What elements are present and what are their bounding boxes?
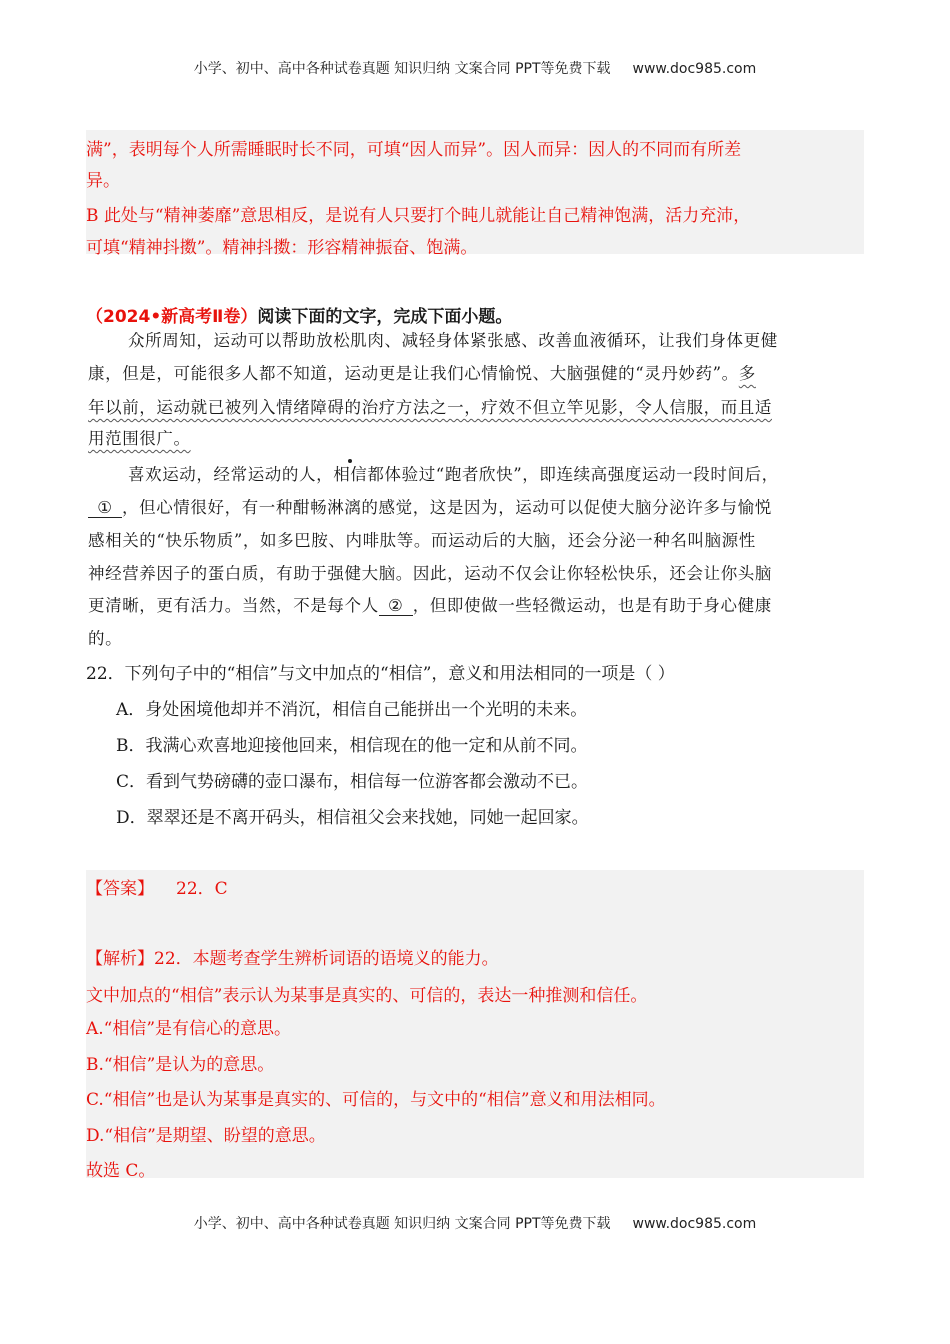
page-footer bbox=[0, 1213, 950, 1233]
dotted-word: 相信 bbox=[333, 465, 368, 484]
question-instruction: 阅读下面的文字，完成下面小题。 bbox=[257, 307, 513, 327]
answer-label: 【答案】 bbox=[86, 879, 154, 899]
blank-2: ② bbox=[379, 596, 413, 616]
passage-line: 喜欢运动，经常运动的人，相信都体验过“跑者欣快”，即连续高强度运动一段时间后， bbox=[128, 465, 779, 484]
prev-answer-line: 满”，表明每个人所需睡眠时长不同，可填“因人而异”。因人而异：因人的不同而有所差 bbox=[86, 140, 742, 160]
option-c: C．看到气势磅礴的壶口瀑布，相信每一位游客都会激动不已。 bbox=[116, 772, 589, 792]
passage-line: 康，但是，可能很多人都不知道，运动更是让我们心情愉悦、大脑强健的“灵丹妙药”。多 bbox=[88, 364, 756, 383]
question-22: 22．下列句子中的“相信”与文中加点的“相信”，意义和用法相同的一项是（ ） bbox=[86, 664, 675, 684]
analysis-line: 故选 C。 bbox=[86, 1161, 156, 1181]
footer-site-link[interactable]: www.doc985.com bbox=[632, 1216, 757, 1232]
option-d: D．翠翠还是不离开码头，相信祖父会来找她，同她一起回家。 bbox=[116, 808, 589, 828]
header-text: 小学、初中、高中各种试卷真题 知识归纳 文案合同 PPT等免费下载 bbox=[193, 61, 611, 77]
question-heading bbox=[86, 302, 512, 327]
analysis-line: 文中加点的“相信”表示认为某事是真实的、可信的，表达一种推测和信任。 bbox=[86, 986, 648, 1006]
prev-answer-line: 可填“精神抖擞”。精神抖擞：形容精神振奋、饱满。 bbox=[86, 238, 478, 258]
passage-line: 神经营养因子的蛋白质，有助于强健大脑。因此，运动不仅会让你轻松快乐，还会让你头脑 bbox=[88, 564, 772, 583]
prev-answer-line: B 此处与“精神萎靡”意思相反，是说有人只要打个盹儿就能让自己精神饱满，活力充沛， bbox=[86, 206, 751, 226]
analysis-line: D.“相信”是期望、盼望的意思。 bbox=[86, 1126, 326, 1146]
analysis-label: 【解析】 bbox=[86, 949, 154, 969]
analysis-line: B.“相信”是认为的意思。 bbox=[86, 1055, 275, 1075]
passage-line: 的。 bbox=[88, 629, 123, 648]
blank-1: ① bbox=[88, 498, 122, 518]
option-a: A．身处困境他却并不消沉，相信自己能拼出一个光明的未来。 bbox=[116, 700, 588, 720]
passage-line: 感相关的“快乐物质”，如多巴胺、内啡肽等。而运动后的大脑，还会分泌一种名叫脑源性 bbox=[88, 531, 756, 550]
header-site-link[interactable]: www.doc985.com bbox=[632, 61, 757, 77]
answer-line bbox=[86, 874, 228, 899]
answer-value: 22．C bbox=[176, 879, 228, 899]
passage-line: 更清晰，更有活力。当然，不是每个人 ② ，但即使做一些轻微运动，也是有助于身心健康 bbox=[88, 596, 772, 615]
question-source: （2024•新高考Ⅱ卷） bbox=[86, 307, 258, 327]
passage-line: ① ，但心情很好，有一种酣畅淋漓的感觉，这是因为，运动可以促使大脑分泌许多与愉悦 bbox=[88, 494, 772, 518]
option-b: B．我满心欢喜地迎接他回来，相信现在的他一定和从前不同。 bbox=[116, 736, 588, 756]
passage-line: 年以前，运动就已被列入情绪障碍的治疗方法之一，疗效不但立竿见影，令人信服，而且适 bbox=[88, 398, 772, 417]
analysis-line: C.“相信”也是认为某事是真实的、可信的，与文中的“相信”意义和用法相同。 bbox=[86, 1090, 666, 1110]
analysis-line: A.“相信”是有信心的意思。 bbox=[86, 1019, 292, 1039]
footer-text: 小学、初中、高中各种试卷真题 知识归纳 文案合同 PPT等免费下载 bbox=[193, 1216, 611, 1232]
passage-line: 用范围很广。 bbox=[88, 429, 191, 448]
page-header bbox=[0, 58, 950, 78]
prev-answer-line: 异。 bbox=[86, 171, 120, 191]
analysis-line: 【解析】22．本题考查学生辨析词语的语境义的能力。 bbox=[86, 949, 499, 969]
passage-line: 众所周知，运动可以帮助放松肌肉、减轻身体紧张感、改善血液循环，让我们身体更健 bbox=[128, 331, 778, 350]
